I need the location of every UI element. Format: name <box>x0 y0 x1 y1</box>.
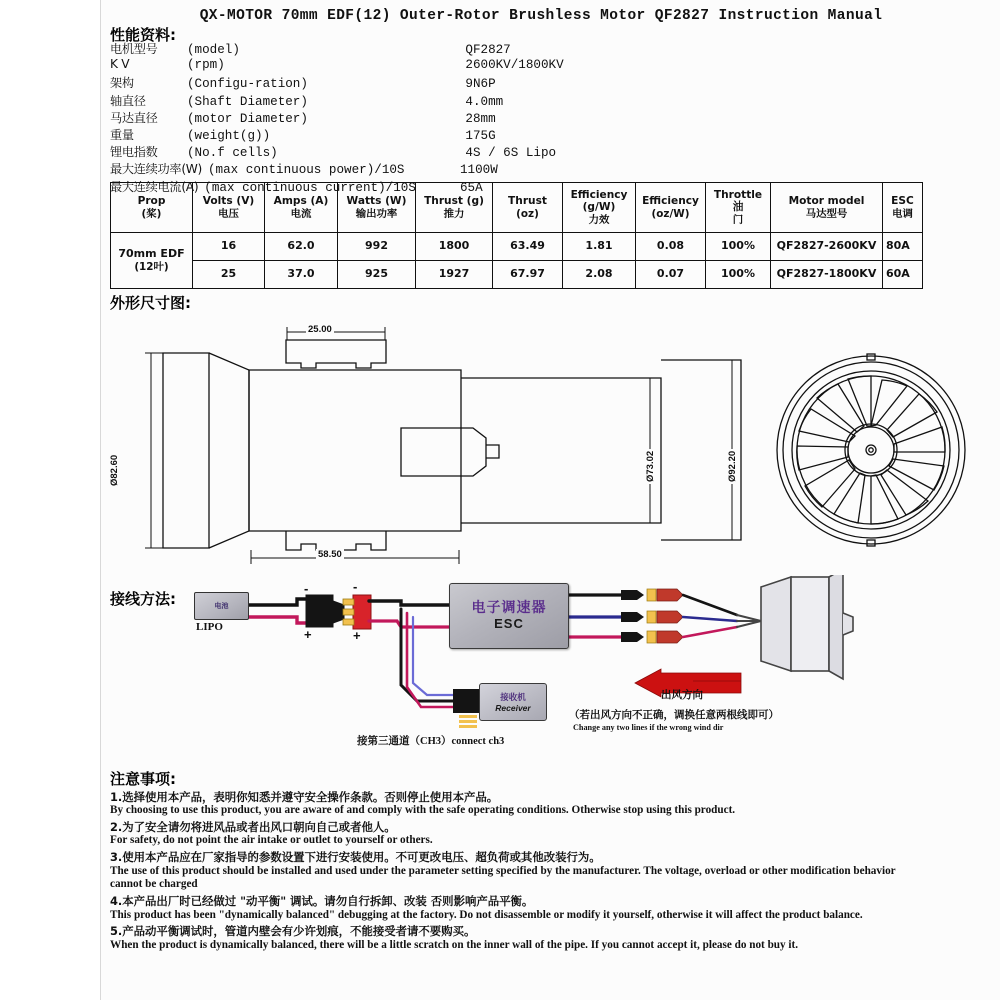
cell-esc: 60A <box>883 261 923 289</box>
th-thrust-g-en: Thrust (g) <box>424 195 484 208</box>
spec-value: 4S / 6S Lipo <box>465 146 557 161</box>
spec-row <box>110 40 880 57</box>
spec-label-en: (weight(g)) <box>187 128 271 143</box>
page-left-margin <box>0 0 100 1000</box>
note-cn: 2.为了安全请勿将进风品或者出风口朝向自己或者他人。 <box>110 820 396 835</box>
cell-throttle: 100% <box>706 233 771 261</box>
spec-row <box>110 92 880 109</box>
dim-inner-diameter: Ø73.02 <box>645 450 656 482</box>
cell-watts: 992 <box>338 233 416 261</box>
note-item <box>110 894 900 922</box>
note-cn: 3.使用本产品应在厂家指导的参数设置下进行安装使用。不可更改电压、超负荷或其他改装行为。 <box>110 850 601 865</box>
minus-sign-battery: - <box>304 581 309 596</box>
spec-label-cn: 电机型号 <box>110 42 158 56</box>
note-en: When the product is dynamically balanced, there will be a little scratch on the inner wall of the pipe. If you cannot accept it, please do not buy it. <box>110 938 799 951</box>
note-item <box>110 850 900 892</box>
table-header-row <box>111 183 923 233</box>
note-en: The use of this product should be installed and used under the parameter setting specified by the manufacturer. The voltage, overload or other modification behavior cannot be charged <box>110 864 896 891</box>
th-esc-cn: 电调 <box>892 207 913 220</box>
plus-sign-esc: + <box>353 628 361 643</box>
th-esc <box>883 183 923 233</box>
th-volts-en: Volts (V) <box>202 195 255 208</box>
airflow-direction-label: 出风方向 <box>661 689 703 701</box>
receiver-label-en: Receiver <box>495 703 531 713</box>
wiring-heading: 接线方法: <box>110 590 176 608</box>
note-item <box>110 924 900 952</box>
spec-label-cn: 马达直径 <box>110 110 158 125</box>
note-en: For safety, do not point the air intake or outlet to yourself or others. <box>110 834 433 847</box>
battery-label-en: LIPO <box>196 621 223 633</box>
spec-label-en: (model) <box>187 43 240 57</box>
cell-thrust-oz: 63.49 <box>493 233 563 261</box>
th-thrust-g <box>416 183 493 233</box>
cell-motor-model: QF2827-1800KV <box>771 261 883 289</box>
th-eff-ozw-unit: (oz/W) <box>651 207 690 220</box>
spec-value: 9N6P <box>465 77 496 92</box>
cell-motor-model: QF2827-2600KV <box>771 233 883 261</box>
cell-thrust-g: 1927 <box>416 261 493 289</box>
notes-list <box>110 788 900 954</box>
note-en: By choosing to use this product, you are aware of and comply with the safe operating conditions. Otherwise stop using this product. <box>110 804 736 817</box>
th-motor-model-en: Motor model <box>788 195 865 208</box>
edf-technical-drawing <box>101 318 1000 568</box>
th-volts <box>193 183 265 233</box>
spec-label-en: (Shaft Diameter) <box>187 94 308 109</box>
dim-bottom-length: 58.50 <box>318 549 342 560</box>
cell-amps: 62.0 <box>265 233 338 261</box>
cell-thrust-g: 1800 <box>416 233 493 261</box>
spec-label-en: (No.f cells) <box>187 146 278 161</box>
spec-label-en: (max continuous current)/10S <box>204 180 416 195</box>
spec-list <box>110 40 880 195</box>
dimension-drawing <box>101 318 1000 568</box>
table-row <box>111 261 923 289</box>
note-cn: 1.选择使用本产品，表明你知悉并遵守安全操作条款。否则停止使用本产品。 <box>110 790 499 804</box>
cell-prop <box>111 233 193 289</box>
th-eff-ozw-en: Efficiency <box>642 195 699 208</box>
spec-label-cn: 轴直径 <box>110 93 146 108</box>
prop-line2: (12叶) <box>134 260 169 273</box>
performance-table <box>110 182 923 289</box>
spec-label-en: (max continuous power)/10S <box>208 163 405 178</box>
th-amps-en: Amps (A) <box>273 195 329 208</box>
th-prop <box>111 183 193 233</box>
notes-heading: 注意事项: <box>110 770 176 788</box>
note-item <box>110 820 900 848</box>
cell-volts: 25 <box>193 261 265 289</box>
wiring-diagram <box>101 575 1000 765</box>
th-prop-cn: (桨) <box>141 207 162 220</box>
cell-eff-gw: 1.81 <box>563 233 636 261</box>
minus-sign-esc: - <box>353 579 358 594</box>
th-eff-ozw <box>636 183 706 233</box>
spec-value: 1100W <box>460 163 498 178</box>
spec-value: 2600KV/1800KV <box>465 58 564 73</box>
spec-label-en: (rpm) <box>187 58 225 73</box>
battery-label-cn: 电池 <box>214 602 229 610</box>
spec-value: 4.0mm <box>465 94 504 109</box>
dim-left-diameter: Ø82.60 <box>109 454 120 486</box>
note-cn: 4.本产品出厂时已经做过 "动平衡" 调试。请勿自行拆卸、改装 否则影响产品平衡。 <box>110 894 534 909</box>
prop-line1: 70mm EDF <box>118 246 185 260</box>
cell-thrust-oz: 67.97 <box>493 261 563 289</box>
cell-volts: 16 <box>193 233 265 261</box>
cell-amps: 37.0 <box>265 261 338 289</box>
spec-label-cn: K V <box>110 57 130 72</box>
th-motor-model <box>771 183 883 233</box>
th-throttle-en: Throttle 油 <box>713 188 763 214</box>
spec-value: 65A <box>460 180 483 195</box>
th-esc-en: ESC <box>891 195 914 208</box>
th-volts-cn: 电压 <box>218 207 239 220</box>
th-eff-gw-en: Efficiency (g/W) <box>570 188 628 214</box>
dimensions-heading: 外形尺寸图: <box>110 294 191 312</box>
spec-value: QF2827 <box>465 43 511 57</box>
dim-top-width: 25.00 <box>308 324 332 335</box>
th-thrust-oz-en: Thrust <box>508 195 547 208</box>
lipo-battery <box>194 592 249 620</box>
cell-throttle: 100% <box>706 261 771 289</box>
th-amps <box>265 183 338 233</box>
cell-eff-ozw: 0.08 <box>636 233 706 261</box>
th-prop-en: Prop <box>137 195 166 208</box>
spec-label-cn: 最大连续电流(A) <box>110 179 199 194</box>
spec-row <box>110 143 880 160</box>
spec-row <box>110 126 880 143</box>
esc-label-en: ESC <box>494 616 524 632</box>
spec-value: 28mm <box>465 111 496 126</box>
th-motor-model-cn: 马达型号 <box>805 207 848 220</box>
spec-row <box>110 57 880 74</box>
esc-label-cn: 电子调速器 <box>471 599 547 616</box>
cell-esc: 80A <box>883 233 923 261</box>
th-eff-gw <box>563 183 636 233</box>
ch3-caption: 接第三通道（CH3）connect ch3 <box>357 736 505 747</box>
spec-label-en: (motor Diameter) <box>187 111 308 126</box>
spec-label-cn: 最大连续功率(W) <box>110 162 202 177</box>
plus-sign-battery: + <box>304 627 312 642</box>
th-watts <box>338 183 416 233</box>
receiver-unit <box>479 683 547 721</box>
page-title: QX-MOTOR 70mm EDF(12) Outer-Rotor Brushless Motor QF2827 Instruction Manual <box>199 8 883 24</box>
spec-row <box>110 160 880 177</box>
th-amps-cn: 电流 <box>290 207 312 220</box>
wiring-warning-cn: （若出风方向不正确，调换任意两根线即可） <box>569 709 779 721</box>
table-row <box>111 233 923 261</box>
th-thrust-oz-unit: (oz) <box>516 207 539 220</box>
th-watts-en: Watts (W) <box>346 195 407 208</box>
spec-label-cn: 重量 <box>110 127 134 142</box>
dim-outer-diameter: Ø92.20 <box>727 450 738 482</box>
receiver-label-cn: 接收机 <box>500 693 526 703</box>
th-watts-cn: 输出功率 <box>355 207 398 220</box>
th-thrust-g-cn: 推力 <box>443 207 465 220</box>
th-throttle <box>706 183 771 233</box>
note-cn: 5.产品动平衡调试时，管道内壁会有少许划痕，不能接受者请不要购买。 <box>110 924 476 939</box>
th-throttle-cn: 门 <box>732 213 744 226</box>
specs-heading: 性能资料: <box>110 26 176 44</box>
th-eff-gw-cn: 力效 <box>588 213 610 226</box>
note-item <box>110 790 900 818</box>
cell-watts: 925 <box>338 261 416 289</box>
cell-eff-gw: 2.08 <box>563 261 636 289</box>
esc-unit <box>449 583 569 649</box>
note-en: This product has been "dynamically balanced" debugging at the factory. Do not disassemble or modify it yourself, otherwise it will affect the product balance. <box>110 908 863 921</box>
spec-label-en: (Configu-ration) <box>187 77 308 92</box>
spec-row <box>110 74 880 91</box>
spec-row <box>110 109 880 126</box>
spec-value: 175G <box>465 128 496 143</box>
wiring-warning-en: Change any two lines if the wrong wind dir <box>573 723 724 732</box>
spec-label-cn: 架构 <box>110 76 134 91</box>
th-thrust-oz <box>493 183 563 233</box>
spec-label-cn: 锂电指数 <box>110 145 158 160</box>
cell-eff-ozw: 0.07 <box>636 261 706 289</box>
